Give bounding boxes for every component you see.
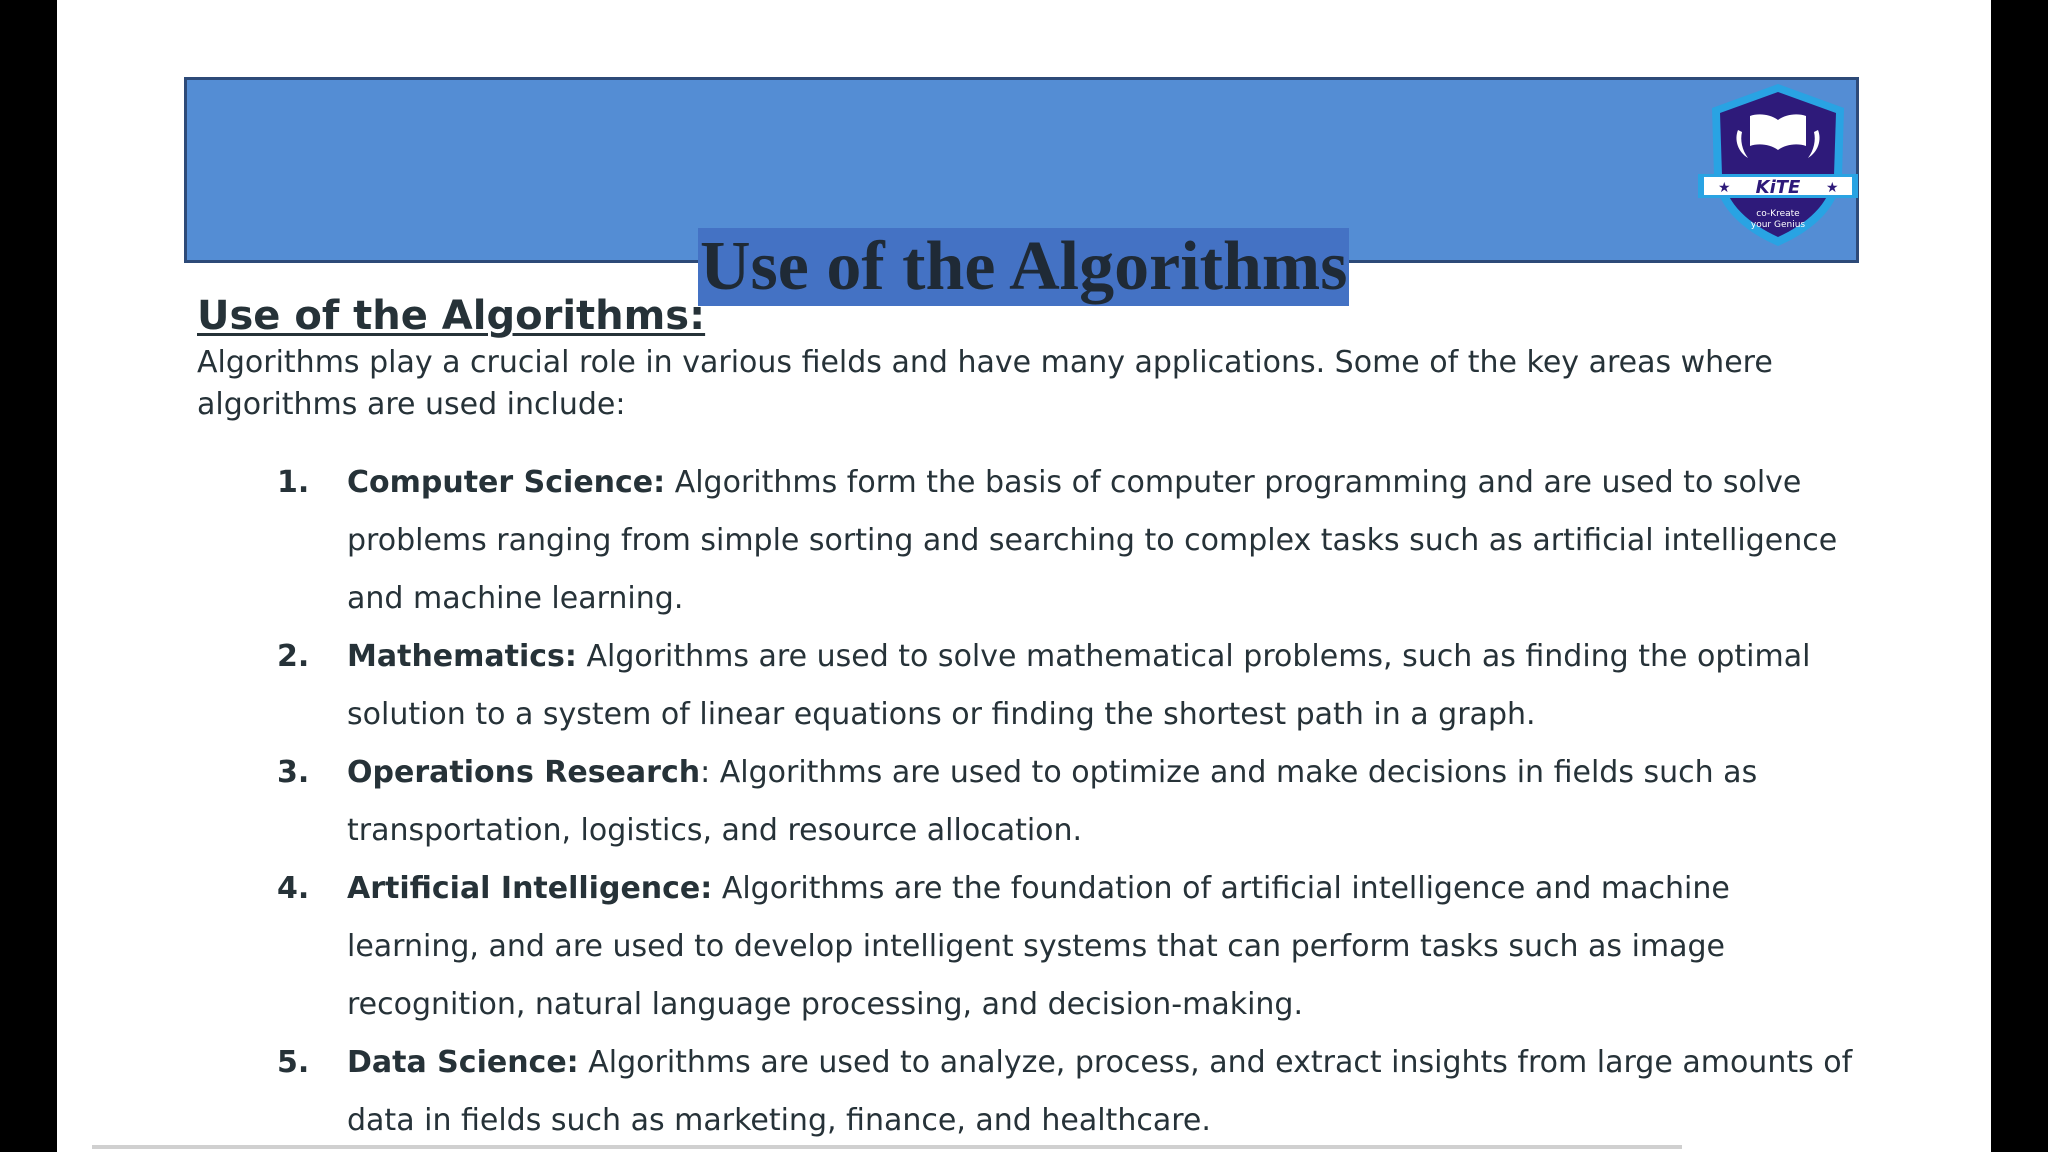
list-number: 5. bbox=[277, 1045, 310, 1080]
applications-list bbox=[197, 454, 1917, 1150]
list-item bbox=[197, 454, 1867, 628]
bottom-divider bbox=[92, 1145, 1682, 1149]
list-text: : Algorithms are used to optimize and make decisions in fields such as transportation, logistics, and resource allocation. bbox=[347, 755, 1758, 848]
list-number: 2. bbox=[277, 639, 310, 674]
document-page bbox=[57, 0, 1991, 1152]
list-term: Computer Science: bbox=[347, 465, 666, 500]
list-text: Algorithms are the foundation of artificial intelligence and machine learning, and are used to develop intelligent systems that can perform tasks such as image recognition, natural language processing, and decision-making. bbox=[347, 871, 1730, 1022]
list-item bbox=[197, 1034, 1867, 1150]
intro-paragraph: Algorithms play a crucial role in various fields and have many applications. Some of the key areas where algorithms are used include: bbox=[197, 345, 1773, 422]
star-icon: ★ bbox=[1718, 180, 1731, 196]
list-term: Mathematics: bbox=[347, 639, 577, 674]
document-content bbox=[197, 290, 1917, 1150]
kite-logo bbox=[1692, 80, 1864, 252]
section-heading: Use of the Algorithms: bbox=[197, 293, 706, 339]
list-text: Algorithms are used to analyze, process, and extract insights from large amounts of data in fields such as marketing, finance, and healthcare. bbox=[347, 1045, 1853, 1138]
list-number: 1. bbox=[277, 465, 310, 500]
list-item bbox=[197, 860, 1867, 1034]
list-item bbox=[197, 628, 1867, 744]
list-text: Algorithms are used to solve mathematical problems, such as finding the optimal solution to a system of linear equations or finding the shortest path in a graph. bbox=[347, 639, 1811, 732]
star-icon: ★ bbox=[1826, 180, 1839, 196]
list-number: 3. bbox=[277, 755, 310, 790]
slide-title: Use of the Algorithms bbox=[700, 228, 1348, 305]
svg-text:your Genius: your Genius bbox=[1750, 220, 1806, 230]
list-text: Algorithms form the basis of computer programming and are used to solve problems ranging from simple sorting and searching to complex tasks such as artificial intelligence and machine learning. bbox=[347, 465, 1838, 616]
list-number: 4. bbox=[277, 871, 310, 906]
list-term: Data Science: bbox=[347, 1045, 579, 1080]
list-item bbox=[197, 744, 1867, 860]
svg-text:co-Kreate: co-Kreate bbox=[1756, 209, 1800, 219]
list-term: Artificial Intelligence: bbox=[347, 871, 713, 906]
svg-text:KiTE: KiTE bbox=[1755, 177, 1801, 198]
list-term: Operations Research bbox=[347, 755, 701, 790]
